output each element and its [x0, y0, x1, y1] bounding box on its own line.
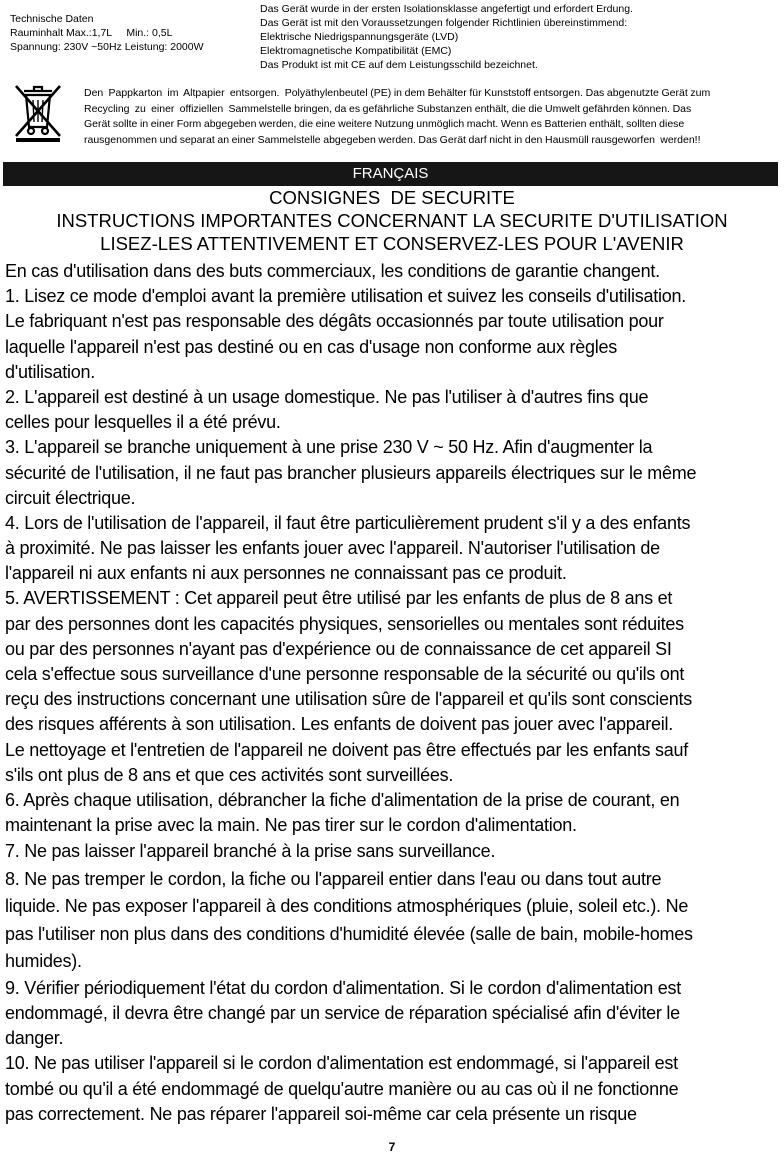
text-line: Le fabriquant n'est pas responsable des dégâts occasionnés par toute utilisation pour [5, 311, 664, 332]
text-line: l'appareil ni aux enfants ni aux personnes ne connaissant pas ce produit. [5, 563, 567, 584]
text-line: d'utilisation. [5, 361, 95, 382]
text-line: celles pour lesquelles il a été prévu. [5, 412, 281, 433]
text-line: humides). [5, 951, 82, 972]
recycling-line: Recycling zu einer offiziellen Sammelstelle bringen, da es gefährliche Substanzen enthält, die die Umwelt gefährden können. Das [84, 102, 692, 115]
text-line: par des personnes dont les capacités physiques, sensorielles ou mentales sont réduites [5, 613, 684, 634]
text-line: pas l'utiliser non plus dans des conditions d'humidité élevée (salle de bain, mobile-homes [5, 923, 693, 944]
recycling-text [84, 86, 774, 148]
safety-instructions [5, 259, 783, 1127]
text-line: cela s'effectue sous surveillance d'une personne responsable de la sécurité ou qu'ils ont [5, 664, 685, 684]
safety-subtitle: INSTRUCTIONS IMPORTANTES CONCERNANT LA SECURITE D'UTILISATION [56, 210, 728, 231]
text-line: maintenant la prise avec la main. Ne pas tirer sur le cordon d'alimentation. [5, 815, 577, 836]
conformity-line: Das Produkt ist mit CE auf dem Leistungsschild bezeichnet. [260, 59, 538, 71]
text-line: danger. [5, 1028, 64, 1049]
text-line: En cas d'utilisation dans des buts commerciaux, les conditions de garantie changent. [5, 261, 660, 281]
text-line: liquide. Ne pas exposer l'appareil à des conditions atmosphériques (pluie, soleil etc.). Ne [5, 896, 689, 917]
recycling-line: Den Pappkarton im Altpapier entsorgen. Polyäthylenbeutel (PE) in dem Behälter für Kunststoff entsorgen. Das abgenutzte Gerät zum [84, 87, 711, 99]
conformity-line: Elektromagnetische Kompatibilität (EMC) [260, 45, 452, 57]
text-line: 3. L'appareil se branche uniquement à une prise 230 V ~ 50 Hz. Afin d'augmenter la [5, 437, 653, 458]
text-line: 10. Ne pas utiliser l'appareil si le cordon d'alimentation est endommagé, si l'appareil est [5, 1053, 678, 1074]
text-line: sécurité de l'utilisation, il ne faut pas brancher plusieurs appareils électriques sur le même [5, 462, 697, 483]
text-line: reçu des instructions concernant une utilisation sûre de l'appareil et qu'ils sont conscients [5, 689, 693, 710]
text-line: 7. Ne pas laisser l'appareil branché à la prise sans surveillance. [5, 841, 496, 862]
technical-specs [10, 12, 204, 54]
text-line: circuit électrique. [5, 487, 136, 508]
specs-capacity: Rauminhalt Max.:1,7L Min.: 0,5L [10, 27, 173, 39]
crossed-out-wheelie-bin-icon [10, 80, 66, 142]
recycling-line: Gerät sollte in einer Form abgegeben werden, die eine weitere Nutzung unmöglich macht. Wenn es Batterien enthält, sollten diese [84, 118, 685, 130]
specs-title: Technische Daten [10, 13, 94, 25]
text-line: endommagé, il devra être changé par un service de réparation spécialisé afin d'éviter le [5, 1003, 680, 1023]
conformity-line: Das Gerät ist mit den Voraussetzungen folgender Richtlinien übereinstimmend: [260, 17, 628, 29]
language-section-bar: FRANÇAIS [3, 162, 778, 186]
text-line: 5. AVERTISSEMENT : Cet appareil peut être utilisé par les enfants de plus de 8 ans et [5, 588, 673, 609]
recycling-line: rausgenommen und separat an einer Sammelstelle abgegeben werden. Das Gerät darf nicht in den Hausmüll rausgeworfen werden!! [84, 133, 701, 146]
text-line: s'ils ont plus de 8 ans et que ces activités sont surveillées. [5, 764, 454, 785]
text-line: 2. L'appareil est destiné à un usage domestique. Ne pas l'utiliser à d'autres fins que [5, 386, 649, 407]
conformity-line: Elektrische Niedrigspannungsgeräte (LVD) [260, 31, 459, 43]
text-line: 6. Après chaque utilisation, débrancher la fiche d'alimentation de la prise de courant, en [5, 789, 680, 810]
text-line: des risques afférents à son utilisation. Les enfants de doivent pas jouer avec l'appareil. [5, 714, 674, 735]
text-line: à proximité. Ne pas laisser les enfants jouer avec l'appareil. N'autoriser l'utilisation de [5, 538, 660, 559]
text-line: Le nettoyage et l'entretien de l'appareil ne doivent pas être effectués par les enfants sauf [5, 739, 689, 760]
text-line: 8. Ne pas tremper le cordon, la fiche ou l'appareil entier dans l'eau ou dans tout autre [5, 868, 662, 889]
safety-subtitle: LISEZ-LES ATTENTIVEMENT ET CONSERVEZ-LES POUR L'AVENIR [100, 233, 684, 254]
text-line: tombé ou qu'il a été endommagé de quelqu'autre manière ou au cas où il ne fonctionne [5, 1078, 679, 1099]
specs-power: Spannung: 230V ~50Hz Leistung: 2000W [10, 41, 204, 53]
text-line: ou par des personnes n'ayant pas d'expérience ou de connaissance de cet appareil SI [5, 638, 672, 659]
conformity-statements [260, 2, 633, 72]
text-line: pas correctement. Ne pas réparer l'appareil soi-même car cela présente un risque [5, 1103, 637, 1124]
text-line: 4. Lors de l'utilisation de l'appareil, il faut être particulièrement prudent s'il y a des enfants [5, 512, 691, 533]
safety-title: CONSIGNES DE SECURITE [269, 187, 515, 208]
conformity-line: Das Gerät wurde in der ersten Isolationsklasse angefertigt und erfordert Erdung. [260, 3, 633, 15]
safety-headings [0, 186, 784, 255]
text-line: laquelle l'appareil n'est pas destiné ou en cas d'usage non conforme aux règles [5, 336, 617, 357]
page-number: 7 [388, 1140, 396, 1154]
text-line: 1. Lisez ce mode d'emploi avant la première utilisation et suivez les conseils d'utilisation. [5, 286, 686, 307]
recycling-notice [10, 80, 780, 160]
text-line: 9. Vérifier périodiquement l'état du cordon d'alimentation. Si le cordon d'alimentation est [5, 977, 681, 998]
